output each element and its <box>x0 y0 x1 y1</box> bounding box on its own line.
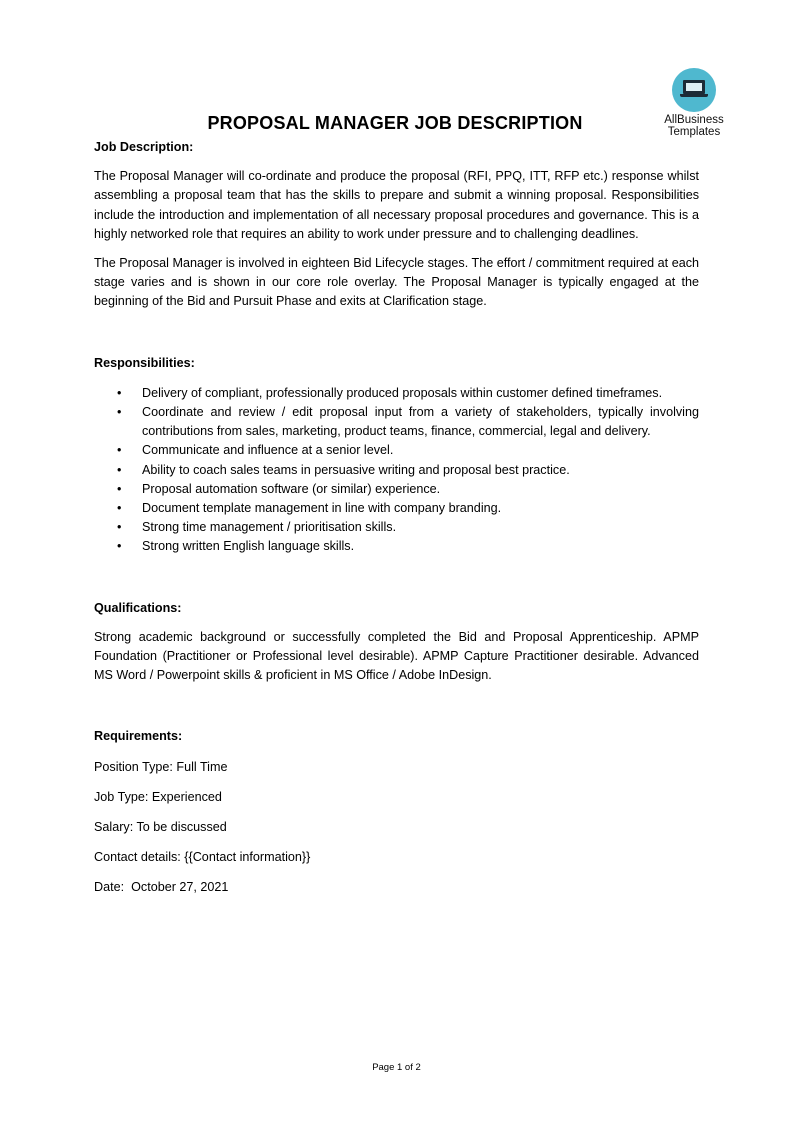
document-title: PROPOSAL MANAGER JOB DESCRIPTION <box>207 113 583 133</box>
list-item <box>94 499 699 518</box>
list-item-text: Strong time management / prioritisation skills. <box>142 520 397 535</box>
bullet-icon: • <box>117 520 122 535</box>
logo-line-1: AllBusiness <box>664 114 724 126</box>
logo-line-2: Templates <box>667 126 721 138</box>
list-item-text: Ability to coach sales teams in persuasive writing and proposal best practice. <box>142 462 570 477</box>
list-item <box>94 537 699 556</box>
requirement-date: Date: October 27, 2021 <box>94 880 229 895</box>
list-item <box>94 441 699 460</box>
job-description-heading: Job Description: <box>94 140 194 154</box>
bullet-icon: • <box>117 481 122 496</box>
list-item-text: Strong written English language skills. <box>142 539 355 554</box>
list-item <box>94 403 699 441</box>
list-item <box>94 461 699 480</box>
requirement-position-type: Position Type: Full Time <box>94 759 228 774</box>
responsibilities-list <box>94 384 699 557</box>
responsibilities-heading: Responsibilities: <box>94 355 195 370</box>
bullet-icon: • <box>117 462 122 477</box>
list-item-text: Communicate and influence at a senior level. <box>142 443 394 458</box>
requirement-salary: Salary: To be discussed <box>94 820 227 835</box>
bullet-icon: • <box>117 501 122 516</box>
list-item-text: Delivery of compliant, professionally produced proposals within customer defined timeframes. <box>142 385 663 400</box>
list-item-text: Coordinate and review / edit proposal input from a variety of stakeholders, typically involving contributions from sales, marketing, product teams, finance, commercial, legal and delivery. <box>142 405 699 439</box>
requirement-job-type: Job Type: Experienced <box>94 789 222 804</box>
job-description-paragraph-2: The Proposal Manager is involved in eighteen Bid Lifecycle stages. The effort / commitment required at each stage varies and is shown in our core role overlay. The Proposal Manager is typically engaged at the beginning of the Bid and Pursuit Phase and exits at Clarification stage. <box>94 256 699 309</box>
bullet-icon: • <box>117 443 122 458</box>
job-description-paragraph-1: The Proposal Manager will co-ordinate and produce the proposal (RFI, PPQ, ITT, RFP etc.) response whilst assembling a proposal team that has the skills to prepare and submit a winning proposal. Responsibilities include the introduction and implementation of all necessary proposal procedures and governance. This is a highly networked role that requires an ability to work under pressure and to challenging deadlines. <box>94 169 699 241</box>
list-item <box>94 384 699 403</box>
list-item <box>94 518 699 537</box>
laptop-icon <box>672 68 716 112</box>
qualifications-heading: Qualifications: <box>94 600 182 615</box>
qualifications-text: Strong academic background or successfully completed the Bid and Proposal Apprenticeship. APMP Foundation (Practitioner or Professional level desirable). APMP Capture Practitioner desirable. Advanced MS Word / Powerpoint skills & proficient in MS Office / Adobe InDesign. <box>94 629 699 683</box>
bullet-icon: • <box>117 405 122 420</box>
list-item-text: Proposal automation software (or similar) experience. <box>142 481 441 496</box>
bullet-icon: • <box>117 385 122 400</box>
list-item <box>94 480 699 499</box>
document-body <box>94 138 699 898</box>
list-item-text: Document template management in line with company branding. <box>142 501 502 516</box>
requirement-contact-details: Contact details: {{Contact information}} <box>94 850 311 865</box>
page-number: Page 1 of 2 <box>372 1062 421 1073</box>
requirements-heading: Requirements: <box>94 729 183 744</box>
bullet-icon: • <box>117 539 122 554</box>
